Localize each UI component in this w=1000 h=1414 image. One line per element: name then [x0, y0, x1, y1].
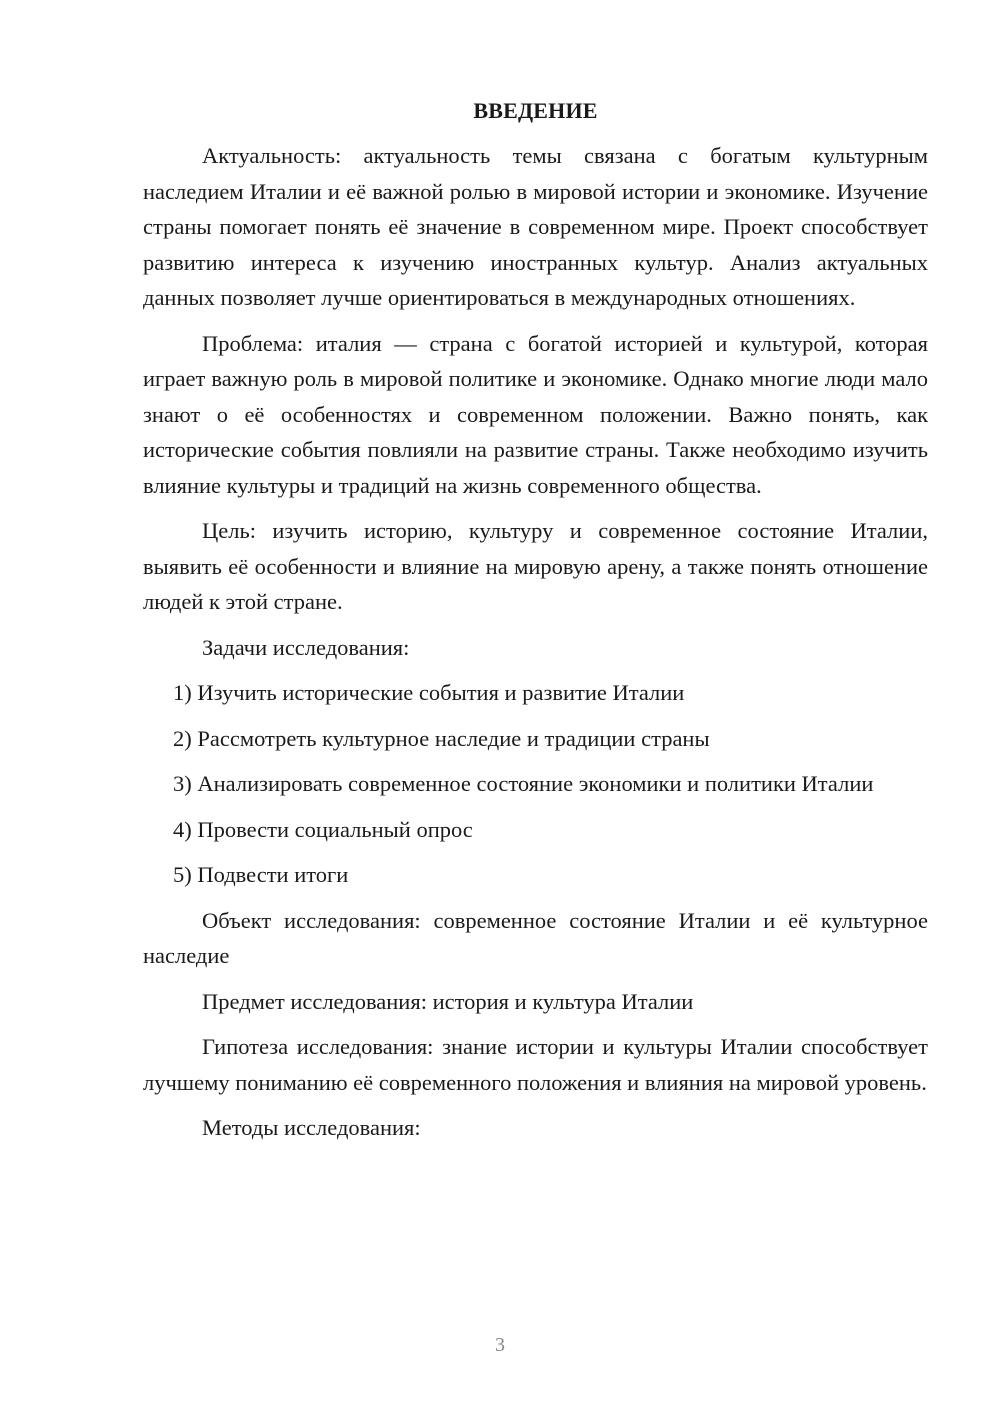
task-item-5: 5) Подвести итоги [173, 862, 349, 887]
page-content [143, 96, 928, 1156]
hypothesis-paragraph: Гипотеза исследования: знание истории и культуры Италии способствует лучшему пониманию её современного положения и влияния на мировой уровень. [143, 1034, 928, 1095]
task-item-2: 2) Рассмотреть культурное наследие и традиции страны [173, 725, 710, 751]
task-item-1: 1) Изучить исторические события и развитие Италии [173, 680, 685, 705]
page-number: 3 [495, 1334, 505, 1356]
tasks-heading: Задачи исследования: [202, 634, 410, 660]
goal-paragraph: Цель: изучить историю, культуру и современное состояние Италии, выявить её особенности и влияние на мировую арену, а также понять отношение людей к этой стране. [143, 518, 928, 614]
page-title: ВВЕДЕНИЕ [473, 98, 598, 123]
task-item-4: 4) Провести социальный опрос [173, 816, 473, 842]
relevance-paragraph: Актуальность: актуальность темы связана с богатым культурным наследием Италии и её важной ролью в мировой истории и экономике. Изучение страны помогает понять её значение в современном мире. Проект способствует развитию интереса к изучению иностранных культур. Анализ актуальных данных позволяет лучше ориентироваться в международных отношениях. [143, 143, 928, 310]
problem-paragraph: Проблема: италия — страна с богатой историей и культурой, которая играет важную роль в мировой политике и экономике. Однако многие люди мало знают о её особенностях и современном положении. Важно понять, как исторические события повлияли на развитие страны. Также необходимо изучить влияние культуры и традиций на жизнь современного общества. [143, 330, 928, 498]
methods-heading: Методы исследования: [202, 1115, 421, 1140]
task-item-3: 3) Анализировать современное состояние экономики и политики Италии [173, 771, 874, 796]
object-paragraph: Объект исследования: современное состояние Италии и её культурное наследие [143, 907, 928, 968]
subject-paragraph: Предмет исследования: история и культура Италии [202, 988, 694, 1014]
